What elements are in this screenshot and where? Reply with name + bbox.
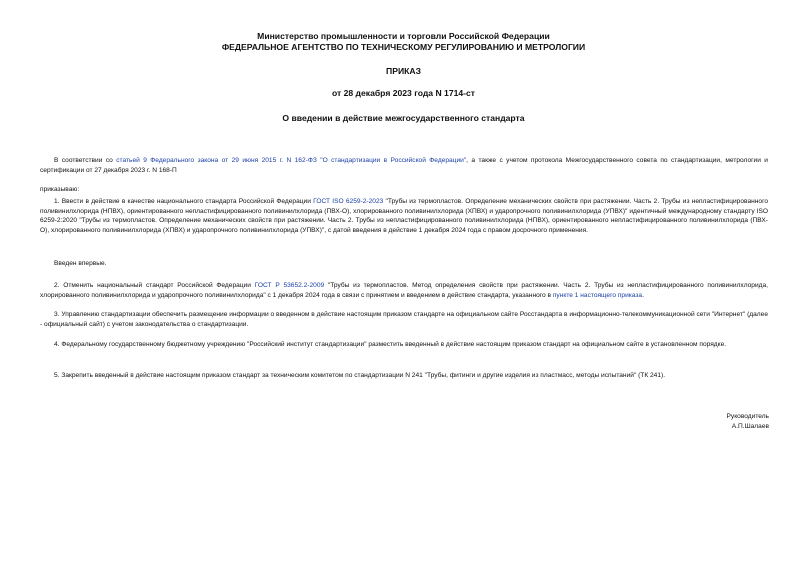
document-date-number: от 28 декабря 2023 года N 1714-ст: [331, 88, 476, 98]
order-word: приказываю:: [40, 186, 80, 193]
preamble-paragraph: [40, 156, 768, 175]
item-3-paragraph: 3. Управлению стандартизации обеспечить размещение информации о введенном в действие настоящим приказом стандарте на официальном сайте Росстандарта в информационно-телекоммуникационной сети "Интернет" (далее - официальный сайт) с учетом законодательства о стандартизации.: [40, 311, 768, 328]
item-2-text-middle: "Трубы из термопластов. Метод определения свойств при растяжении. Часть 2. Трубы из непластифицированного поливинилхлорида, хлорированного поливинилхлорида и ударопрочного поливинилхлорида" с 1 декабря 2024 года в связи с принятием и введением в действие стандарта, указанного в: [40, 282, 768, 299]
federal-law-link[interactable]: статьей 9 Федерального закона от 29 июня 2015 г. N 162-ФЗ "О стандартизации в Российской Федерации": [116, 157, 467, 164]
document-type: ПРИКАЗ: [386, 66, 421, 76]
ministry-heading: Министерство промышленности и торговли Российской Федерации: [257, 31, 550, 41]
document-title: О введении в действие межгосударственного стандарта: [282, 113, 525, 123]
preamble-text-after: , а также с учетом протокола Межгосударственного совета по стандартизации, метрологии и сертификации от 27 декабря 2023 г. N 168-П: [40, 157, 768, 174]
item-1-paragraph: [40, 197, 768, 235]
gost-iso-6259-2-2023-link[interactable]: ГОСТ ISO 6259-2-2023: [313, 198, 384, 205]
agency-heading: ФЕДЕРАЛЬНОЕ АГЕНТСТВО ПО ТЕХНИЧЕСКОМУ РЕГУЛИРОВАНИЮ И МЕТРОЛОГИИ: [221, 42, 586, 52]
item-1-text-after: "Трубы из термопластов. Определение механических свойств при растяжении. Часть 2. Трубы из непластифицированного поливинилхлорида (НПВХ), ориентированного непластифицированного поливинилхлорида (ПВХ-О), хлорированного поливинилхлорида (ХПВХ) и ударопрочного поливинилхлорида (УПВХ)" идентичный международному стандарту ISO 6259-2:2020 "Трубы из термопластов. Определение механических свойств при растяжении. Часть 2. Трубы из непластифицированного поливинилхлорида (НПВХ), ориентированного непластифицированного поливинилхлорида (ПВХ-О), хлорированного поливинилхлорида (ХПВХ) и ударопрочного поливинилхлорида (УПВХ)", с датой введения в действие 1 декабря 2024 года с правом досрочного применения.: [40, 198, 768, 234]
item-2-paragraph: [40, 281, 768, 300]
item-2-text-before: 2. Отменить национальный стандарт Российской Федерации: [54, 282, 255, 289]
signature-name: А.П.Шалаев: [731, 423, 769, 430]
order-item-1-link[interactable]: пункте 1 настоящего приказа: [552, 291, 643, 299]
preamble-text-before: В соответствии со: [54, 157, 117, 164]
gost-r-53652-2-2009-link[interactable]: ГОСТ Р 53652.2-2009: [254, 282, 325, 289]
item-2-text-after: .: [642, 291, 644, 299]
item-4-paragraph: 4. Федеральному государственному бюджетному учреждению "Российский институт стандартизации" разместить введенный в действие настоящим приказом стандарт на официальном сайте в установленном порядке.: [54, 341, 727, 348]
item-5-paragraph: 5. Закрепить введенный в действие настоящим приказом стандарт за техническим комитетом по стандартизации N 241 "Трубы, фитинги и другие изделия из пластмасс, методы испытаний" (ТК 241).: [54, 372, 666, 379]
introduced-first-note: Введен впервые.: [54, 260, 107, 267]
signature-role: Руководитель: [726, 413, 769, 420]
item-1-text-before: 1. Ввести в действие в качестве национального стандарта Российской Федерации: [54, 198, 314, 205]
